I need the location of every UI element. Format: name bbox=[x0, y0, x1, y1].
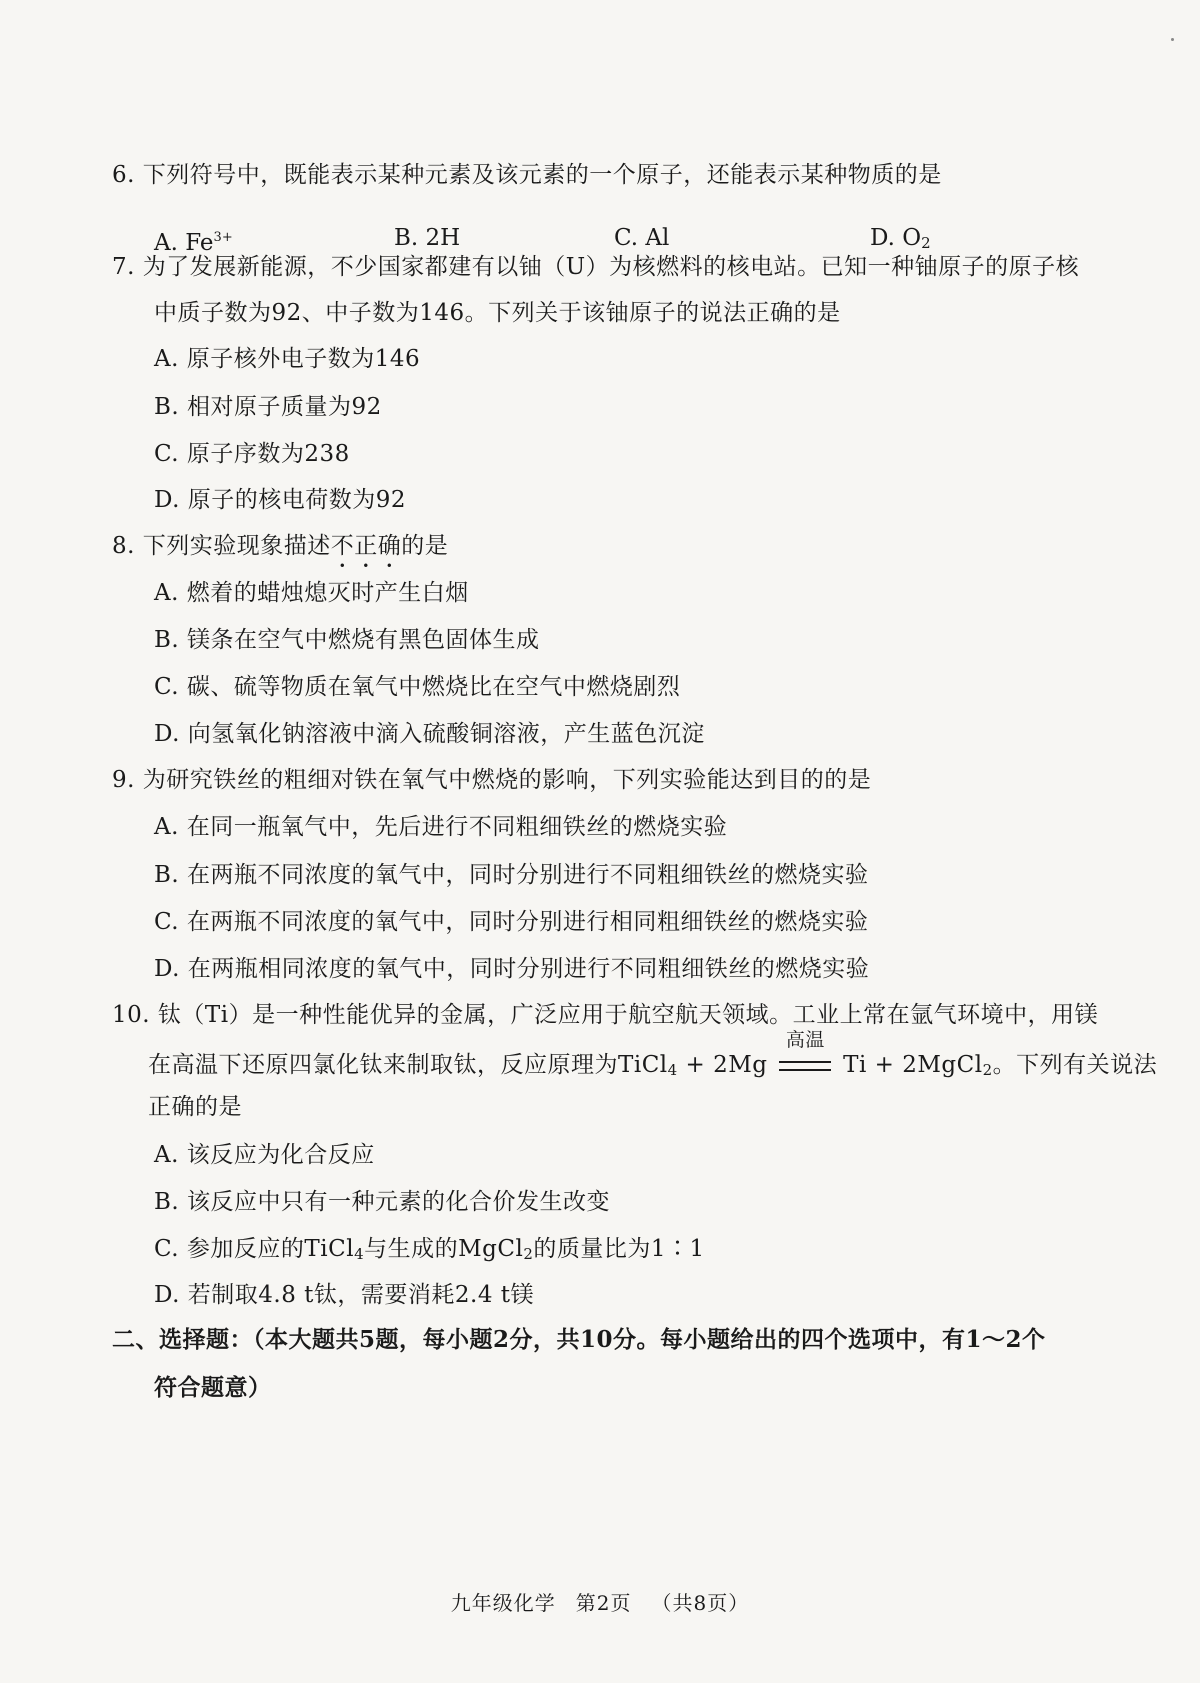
question-number: 7. bbox=[112, 254, 135, 280]
question-10-stem: 10. 钛（Ti）是一种性能优异的金属，广泛应用于航空航天领域。工业上常在氩气环境中，用镁 bbox=[112, 1002, 1099, 1028]
question-7-stem-cont: 中质子数为92、中子数为146。下列关于该铀原子的说法正确的是 bbox=[154, 300, 841, 326]
equation-products: Ti + 2MgCl bbox=[835, 1052, 983, 1078]
question-8-option-c: C. 碳、硫等物质在氧气中燃烧比在空气中燃烧剧烈 bbox=[154, 674, 681, 700]
question-7-stem bbox=[112, 252, 1079, 282]
option-b: B. 2H bbox=[394, 225, 461, 251]
question-7-option-b: B. 相对原子质量为92 bbox=[154, 394, 382, 420]
question-9-option-b: B. 在两瓶不同浓度的氧气中，同时分别进行不同粗细铁丝的燃烧实验 bbox=[154, 862, 869, 888]
question-9-stem: 9. 为研究铁丝的粗细对铁在氧气中燃烧的影响，下列实验能达到目的的是 bbox=[112, 767, 872, 793]
question-text: 下列符号中，既能表示某种元素及该元素的一个原子，还能表示某种物质的是 bbox=[142, 162, 942, 188]
footer-total-pages: （共8页） bbox=[651, 1591, 750, 1615]
page-footer bbox=[0, 1590, 1200, 1616]
emphasis-text: 不正确 bbox=[330, 533, 402, 559]
question-text: 为了发展新能源，不少国家都建有以铀（U）为核燃料的核电站。已知一种铀原子的原子核 bbox=[142, 254, 1080, 280]
question-10-option-d: D. 若制取4.8 t钛，需要消耗2.4 t镁 bbox=[154, 1282, 535, 1308]
question-number: 6. bbox=[112, 162, 135, 188]
footer-page-number: 第2页 bbox=[575, 1591, 632, 1615]
reaction-condition: 高温 bbox=[785, 1029, 825, 1051]
question-7-option-a: A. 原子核外电子数为146 bbox=[154, 346, 421, 372]
question-6-options bbox=[154, 223, 1034, 255]
footer-subject: 九年级化学 bbox=[450, 1591, 556, 1615]
option-d: D. $O_2$ bbox=[870, 225, 931, 252]
option-c: C. Al bbox=[614, 225, 670, 251]
question-9-option-d: D. 在两瓶相同浓度的氧气中，同时分别进行不同粗细铁丝的燃烧实验 bbox=[154, 956, 870, 982]
question-10-stem-cont: 正确的是 bbox=[148, 1094, 242, 1120]
question-6-stem bbox=[112, 160, 942, 190]
option-a: A. $Fe^{3+}$ bbox=[154, 230, 233, 256]
question-10-equation-line: 在高温下还原四氯化钛来制取钛，反应原理为TiCl$_4$ + 2Mg 高温 Ti + 2MgCl$_2$。下列有关说法 bbox=[148, 1029, 1158, 1079]
question-8-option-a: A. 燃着的蜡烛熄灭时产生白烟 bbox=[154, 580, 469, 606]
section-2-heading-cont: 符合题意） bbox=[154, 1374, 272, 1401]
equation-reactant-1: TiCl bbox=[618, 1052, 668, 1078]
question-number: 8. bbox=[112, 533, 135, 559]
question-number: 10. bbox=[112, 1002, 151, 1028]
question-10-option-a: A. 该反应为化合反应 bbox=[154, 1142, 375, 1168]
question-8-option-b: B. 镁条在空气中燃烧有黑色固体生成 bbox=[154, 627, 540, 653]
reaction-arrow bbox=[775, 1029, 835, 1080]
question-8-option-d: D. 向氢氧化钠溶液中滴入硫酸铜溶液，产生蓝色沉淀 bbox=[154, 721, 705, 747]
question-9-option-a: A. 在同一瓶氧气中，先后进行不同粗细铁丝的燃烧实验 bbox=[154, 814, 728, 840]
question-7-option-c: C. 原子序数为238 bbox=[154, 441, 350, 467]
question-number: 9. bbox=[112, 767, 135, 793]
question-7-option-d: D. 原子的核电荷数为92 bbox=[154, 487, 407, 513]
question-8-stem: 8. 下列实验现象描述不正确的是 bbox=[112, 533, 449, 559]
question-9-option-c: C. 在两瓶不同浓度的氧气中，同时分别进行相同粗细铁丝的燃烧实验 bbox=[154, 909, 869, 935]
question-10-option-b: B. 该反应中只有一种元素的化合价发生改变 bbox=[154, 1189, 611, 1215]
question-10-option-c: C. 参加反应的TiCl$_4$与生成的MgCl$_2$的质量比为1∶1 bbox=[154, 1236, 705, 1263]
corner-dot bbox=[1171, 38, 1174, 41]
section-2-heading: 二、选择题：（本大题共5题，每小题2分，共10分。每小题给出的四个选项中，有1～2个 bbox=[112, 1326, 1046, 1353]
equation-reactant-2: + 2Mg bbox=[677, 1052, 776, 1078]
